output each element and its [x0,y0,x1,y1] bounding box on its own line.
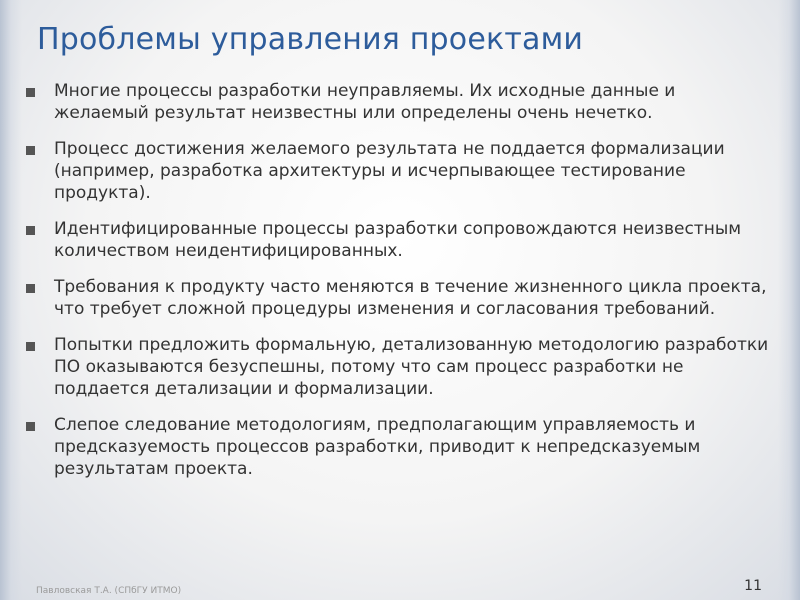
square-bullet-icon [26,88,35,97]
bullet-text: Многие процессы разработки неуправляемы. Их исходные данные и желаемый результат неизвестны или определены очень нечетко. [54,81,676,123]
bullet-item [24,218,769,262]
bullet-item [24,276,769,320]
bullet-text: Слепое следование методологиям, предполагающим управляемость и предсказуемость процессов разработки, приводит к непредсказуемым результатам проекта. [54,415,701,479]
square-bullet-icon [26,422,35,431]
square-bullet-icon [26,284,35,293]
bullet-list [24,80,769,494]
page-number: 11 [744,578,762,594]
bullet-text: Попытки предложить формальную, детализованную методологию разработки ПО оказываются безуспешны, потому что сам процесс разработки не поддается детализации и формализации. [54,335,769,399]
bullet-item [24,334,769,400]
right-edge-shade [778,0,800,600]
left-edge-shade [0,0,22,600]
bullet-text: Идентифицированные процессы разработки сопровождаются неизвестным количеством неидентифицированных. [54,219,742,261]
slide-title: Проблемы управления проектами [37,22,584,57]
square-bullet-icon [26,342,35,351]
bullet-text: Процесс достижения желаемого результата не поддается формализации (например, разработка архитектуры и исчерпывающее тестирование продукта). [54,139,725,203]
bullet-item [24,414,769,480]
bullet-item [24,80,769,124]
bullet-item [24,138,769,204]
bullet-text: Требования к продукту часто меняются в течение жизненного цикла проекта, что требует сложной процедуры изменения и согласования требований. [54,277,767,319]
footer-author: Павловская Т.А. (СПбГУ ИТМО) [36,586,182,596]
square-bullet-icon [26,226,35,235]
square-bullet-icon [26,146,35,155]
